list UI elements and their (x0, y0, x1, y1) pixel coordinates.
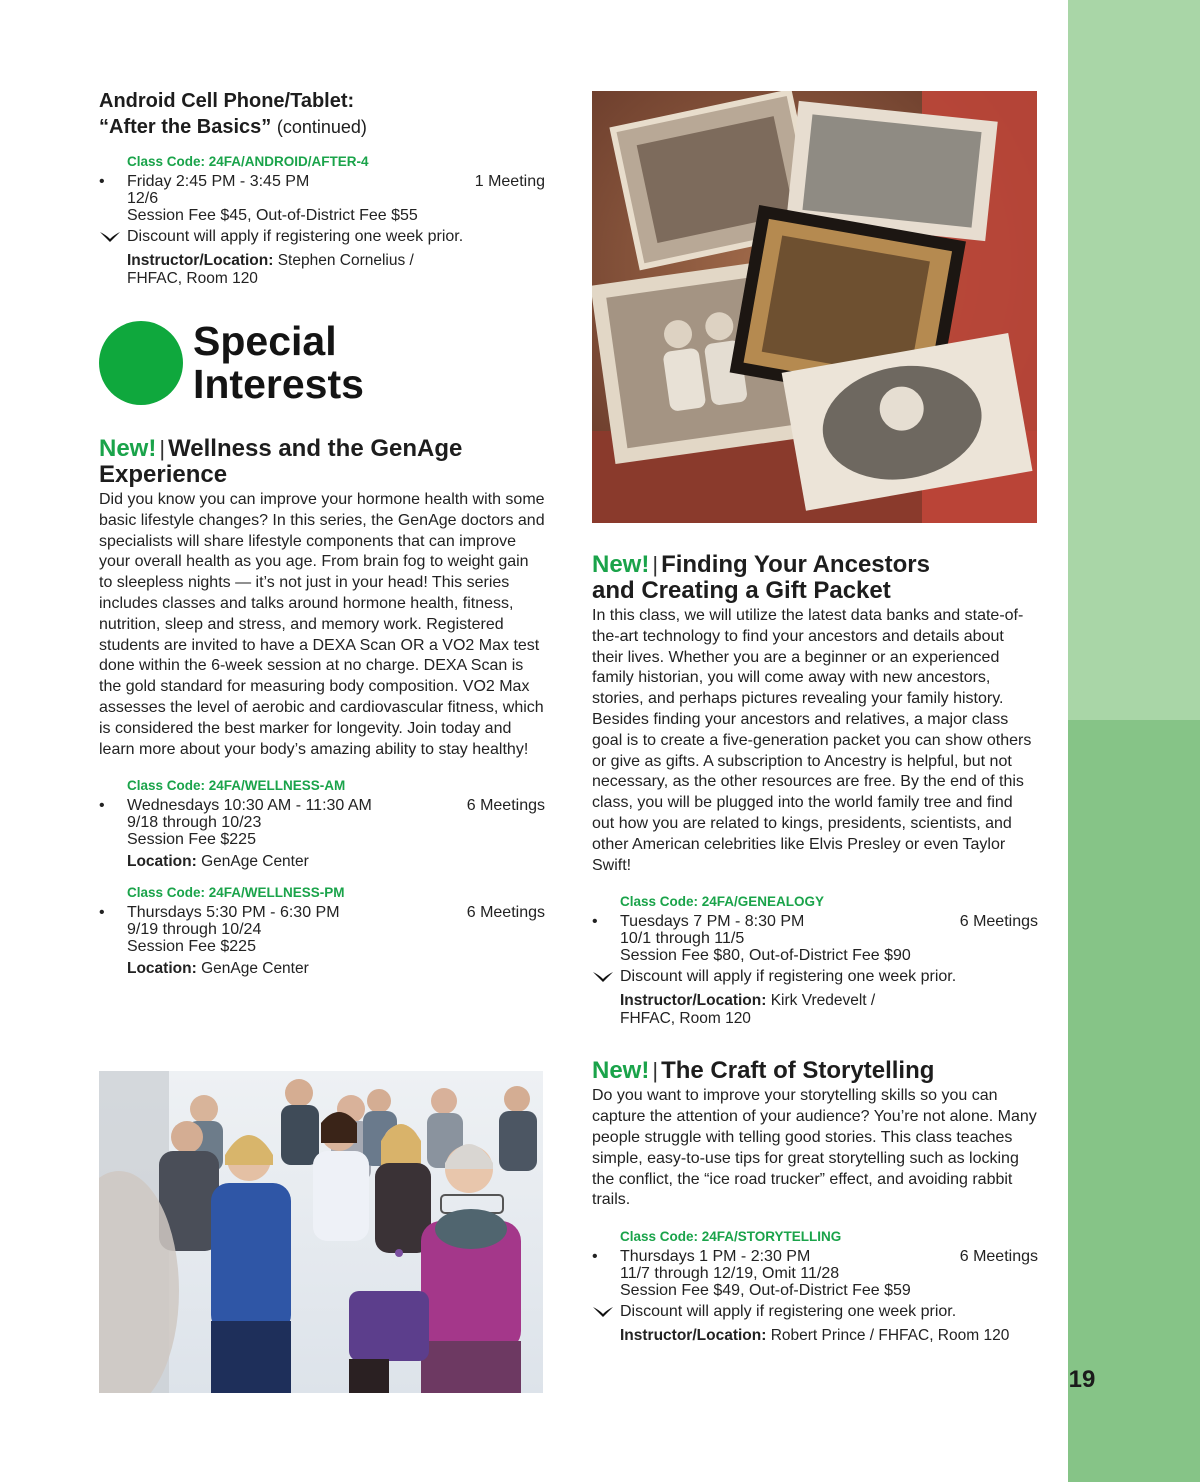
android-class-code: Class Code: 24FA/ANDROID/AFTER-4 (127, 154, 369, 169)
meeting-count: 6 Meetings (959, 1248, 1038, 1266)
group-class-photo (99, 1071, 543, 1393)
section-dot-icon (99, 321, 183, 405)
android-session: • Friday 2:45 PM - 3:45 PM 1 Meeting 12/6 Session Fee $45, Out-of-District Fee $55 (99, 173, 545, 224)
vintage-photos-image (592, 91, 1037, 523)
page-margin-band (1068, 0, 1200, 1482)
section-title: Special Interests (193, 318, 364, 407)
genealogy-session: • Tuesdays 7 PM - 8:30 PM 6 Meetings 10/1 through 11/5 Session Fee $80, Out-of-District Fee $90 (592, 913, 1038, 965)
bird-discount-icon (592, 970, 614, 990)
genealogy-instructor: Instructor/Location: Kirk Vredevelt / FHFAC, Room 120 (620, 992, 876, 1028)
android-title: Android Cell Phone/Tablet: “After the Basics” (continued) (99, 90, 367, 138)
wellness-am-location: Location: GenAge Center (127, 853, 309, 871)
section-heading (99, 320, 545, 406)
bird-discount-icon (592, 1305, 614, 1325)
genealogy-class-code: Class Code: 24FA/GENEALOGY (620, 894, 825, 910)
meeting-count: 6 Meetings (959, 913, 1038, 931)
ancestors-title: New! | Finding Your Ancestors and Creating a Gift Packet (592, 551, 930, 604)
storytelling-discount: Discount will apply if registering one week prior. (592, 1302, 1038, 1322)
meeting-count: 1 Meeting (474, 173, 545, 190)
storytelling-description: Do you want to improve your storytelling skills so you can capture the attention of your audience? You’re not alone. Many people struggle with telling good stories. This class teaches simple, easy-to-use tips for great storytelling such as locking the conflict, the “ice road trucker” effect, and avoiding rabbit trails. (592, 1087, 1037, 1209)
wellness-description: Did you know you can improve your hormone health with some basic lifestyle changes? In this series, the GenAge doctors and specialists will share lifestyle components that can improve your overall health as you age. From brain fog to weight gain to sleepless nights — it’s not just in your head! This series includes classes and talks around hormone health, fitness, nutrition, sleep and stress, and memory work. Registered students are invited to have a DEXA Scan OR a VO2 Max test done within the 6-week session at no charge. DEXA Scan is the gold standard for measuring body composition. VO2 Max assesses the level of aerobic and cardiovascular fitness, which is considered the best marker for longevity. Join today and learn more about your body’s amazing ability to stay healthy! (99, 491, 545, 758)
wellness-am-class-code: Class Code: 24FA/WELLNESS-AM (127, 778, 346, 794)
storytelling-title: New! | The Craft of Storytelling (592, 1057, 935, 1085)
wellness-pm-location: Location: GenAge Center (127, 960, 309, 978)
bullet-icon: • (99, 797, 105, 815)
storytelling-session: • Thursdays 1 PM - 2:30 PM 6 Meetings 11/7 through 12/19, Omit 11/28 Session Fee $49, Out-of-District Fee $59 (592, 1248, 1038, 1300)
storytelling-class-code: Class Code: 24FA/STORYTELLING (620, 1229, 842, 1245)
genealogy-discount: Discount will apply if registering one week prior. (592, 967, 1038, 987)
wellness-am-session: • Wednesdays 10:30 AM - 11:30 AM 6 Meetings 9/18 through 10/23 Session Fee $225 (99, 797, 545, 849)
android-discount: Discount will apply if registering one week prior. (99, 227, 545, 247)
bullet-icon: • (99, 904, 105, 922)
wellness-title: New! | Wellness and the GenAge Experience (99, 435, 463, 488)
bullet-icon: • (99, 173, 105, 190)
bird-discount-icon (99, 230, 121, 250)
ancestors-description: In this class, we will utilize the latest data banks and state-of-the-art technology to find your ancestors and details about their lives. Whether you are a beginner or an experienced family historian, you will come away with new ancestors, stories, and perhaps pictures revealing your family history. Besides finding your ancestors and relatives, a major class goal is to create a five-generation packet you can show others or give as gifts. A subscription to Ancestry is helpful, but not necessary, as the other resources are free. By the end of this class, you will be plugged into the world family tree and find out how you are related to kings, presidents, scientists, and other American celebrities like Elvis Presley or even Taylor Swift! (592, 607, 1032, 874)
bullet-icon: • (592, 1248, 598, 1266)
right-column (592, 552, 1038, 1345)
android-instructor: Instructor/Location: Stephen Cornelius / FHFAC, Room 120 (127, 252, 414, 287)
page-number: 19 (1068, 1366, 1096, 1393)
storytelling-instructor: Instructor/Location: Robert Prince / FHFAC, Room 120 (620, 1327, 1010, 1345)
meeting-count: 6 Meetings (466, 797, 545, 815)
wellness-pm-session: • Thursdays 5:30 PM - 6:30 PM 6 Meetings 9/19 through 10/24 Session Fee $225 (99, 904, 545, 956)
meeting-count: 6 Meetings (466, 904, 545, 922)
wellness-pm-class-code: Class Code: 24FA/WELLNESS-PM (127, 885, 345, 901)
left-column (99, 88, 545, 978)
bullet-icon: • (592, 913, 598, 931)
